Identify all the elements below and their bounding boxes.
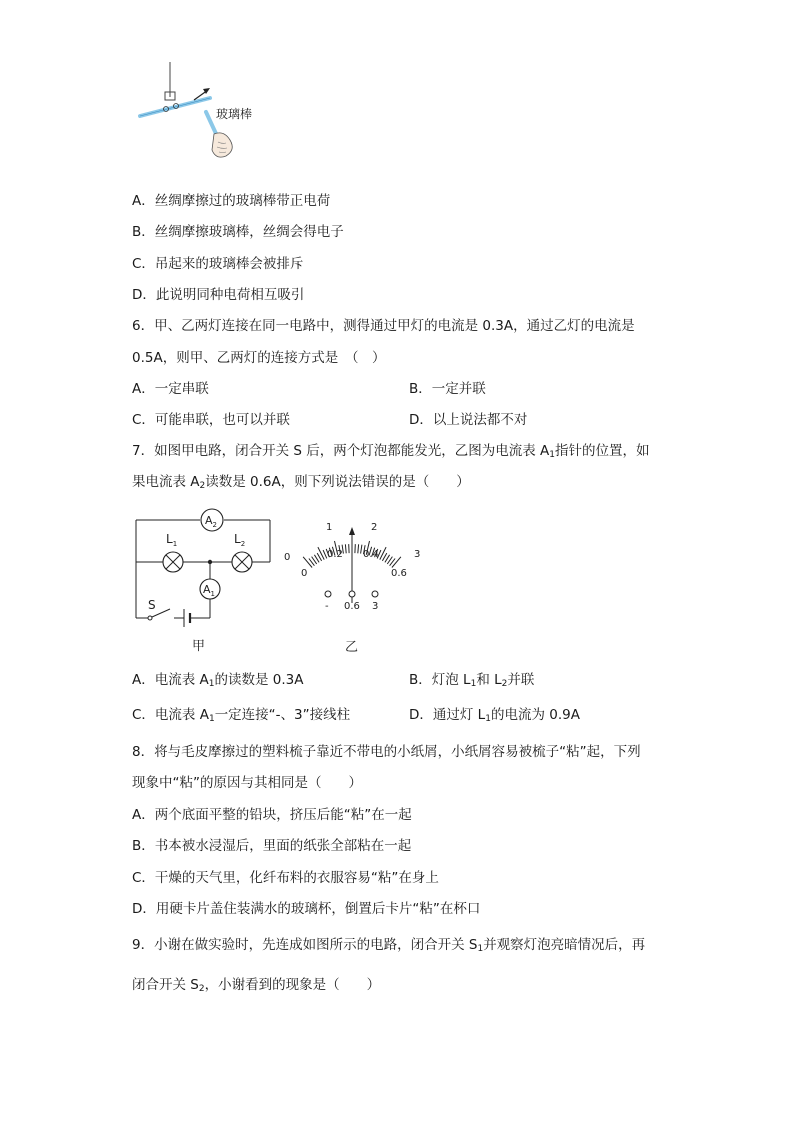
q8-option-c: C．干燥的天气里，化纤布料的衣服容易“粘”在身上 xyxy=(132,870,439,886)
terminal-06: 0.6 xyxy=(344,601,360,612)
terminal-3: 3 xyxy=(372,601,379,612)
q8-stem-line2: 现象中“粘”的原因与其相同是（ ） xyxy=(132,775,362,791)
q7-stem-line1: 7．如图甲电路，闭合开关 S 后，两个灯泡都能发光，乙图为电流表 $A_1$指针的位置，如 xyxy=(132,443,650,460)
dial-outer-1: 1 xyxy=(326,522,333,533)
dial-inner-06: 0.6 xyxy=(391,568,407,579)
q6-option-b: B．一定并联 xyxy=(409,381,486,397)
q8-stem-line1: 8．将与毛皮摩擦过的塑料梳子靠近不带电的小纸屑，小纸屑容易被梳子“粘”起，下列 xyxy=(132,744,641,760)
ammeter-dial-yi xyxy=(280,515,430,660)
glass-rod-figure xyxy=(132,62,292,162)
q5-option-d: D．此说明同种电荷相互吸引 xyxy=(132,287,305,303)
figure-caption-jia: 甲 xyxy=(192,639,206,654)
q6-stem-line2: 0.5A，则甲、乙两灯的连接方式是 （ ） xyxy=(132,350,386,366)
dial-inner-02: 0.2 xyxy=(327,549,343,560)
dial-tick xyxy=(361,545,362,554)
q8-option-b: B．书本被水浸湿后，里面的纸张全部粘在一起 xyxy=(132,838,412,854)
q6-stem-line1: 6．甲、乙两灯连接在同一电路中，测得通过甲灯的电流是 0.3A，通过乙灯的电流是 xyxy=(132,318,635,334)
q5-option-c: C．吊起来的玻璃棒会被排斥 xyxy=(132,256,304,272)
dial-tick xyxy=(318,547,324,560)
ammeter-a2: $A_2$ xyxy=(205,514,217,529)
lamp-l2-label: $L_2$ xyxy=(234,532,246,548)
dial-inner-04: 0.4 xyxy=(363,549,379,560)
q7-stem-line2: 果电流表 $A_2$读数是 0.6A，则下列说法错误的是（ ） xyxy=(132,474,470,491)
switch-s-label: S xyxy=(148,598,156,612)
dial-outer-3: 3 xyxy=(414,549,421,560)
dial-inner-0: 0 xyxy=(301,568,308,579)
glass-rod-label: 玻璃棒 xyxy=(216,107,253,121)
q6-option-c: C．可能串联，也可以并联 xyxy=(132,412,290,428)
q6-option-a: A．一定串联 xyxy=(132,381,209,397)
dial-tick xyxy=(392,557,401,568)
dial-tick xyxy=(345,544,346,553)
q8-option-a: A．两个底面平整的铅块，挤压后能“粘”在一起 xyxy=(132,807,412,823)
q7-option-b: B．灯泡 $L_1$和 $L_2$并联 xyxy=(409,672,535,689)
dial-outer-0: 0 xyxy=(284,552,291,563)
dial-outer-2: 2 xyxy=(371,522,378,533)
dial-tick xyxy=(380,547,386,560)
q7-option-d: D．通过灯 $L_1$的电流为 0.9A xyxy=(409,707,580,724)
circuit-diagram-jia xyxy=(128,505,278,660)
q6-option-d: D．以上说法都不对 xyxy=(409,412,528,428)
q9-stem-line1: 9．小谢在做实验时，先连成如图所示的电路，闭合开关 $S_1$并观察灯泡亮暗情况后，再 xyxy=(132,937,646,954)
q7-option-c: C．电流表 $A_1$一定连接“-、3”接线柱 xyxy=(132,707,351,724)
q9-stem-line2: 闭合开关 $S_2$，小谢看到的现象是（ ） xyxy=(132,977,381,994)
dial-tick xyxy=(303,557,312,568)
q8-option-d: D．用硬卡片盖住装满水的玻璃杯，倒置后卡片“粘”在杯口 xyxy=(132,901,481,917)
q5-option-a: A．丝绸摩擦过的玻璃棒带正电荷 xyxy=(132,193,331,209)
ammeter-a1: $A_1$ xyxy=(203,583,215,598)
q5-option-b: B．丝绸摩擦玻璃棒，丝绸会得电子 xyxy=(132,224,344,240)
terminal-minus: - xyxy=(325,601,329,612)
q7-option-a: A．电流表 $A_1$的读数是 0.3A xyxy=(132,672,304,689)
figure-caption-yi: 乙 xyxy=(345,640,359,655)
dial-tick xyxy=(358,544,359,553)
lamp-l1-label: $L_1$ xyxy=(166,532,178,548)
